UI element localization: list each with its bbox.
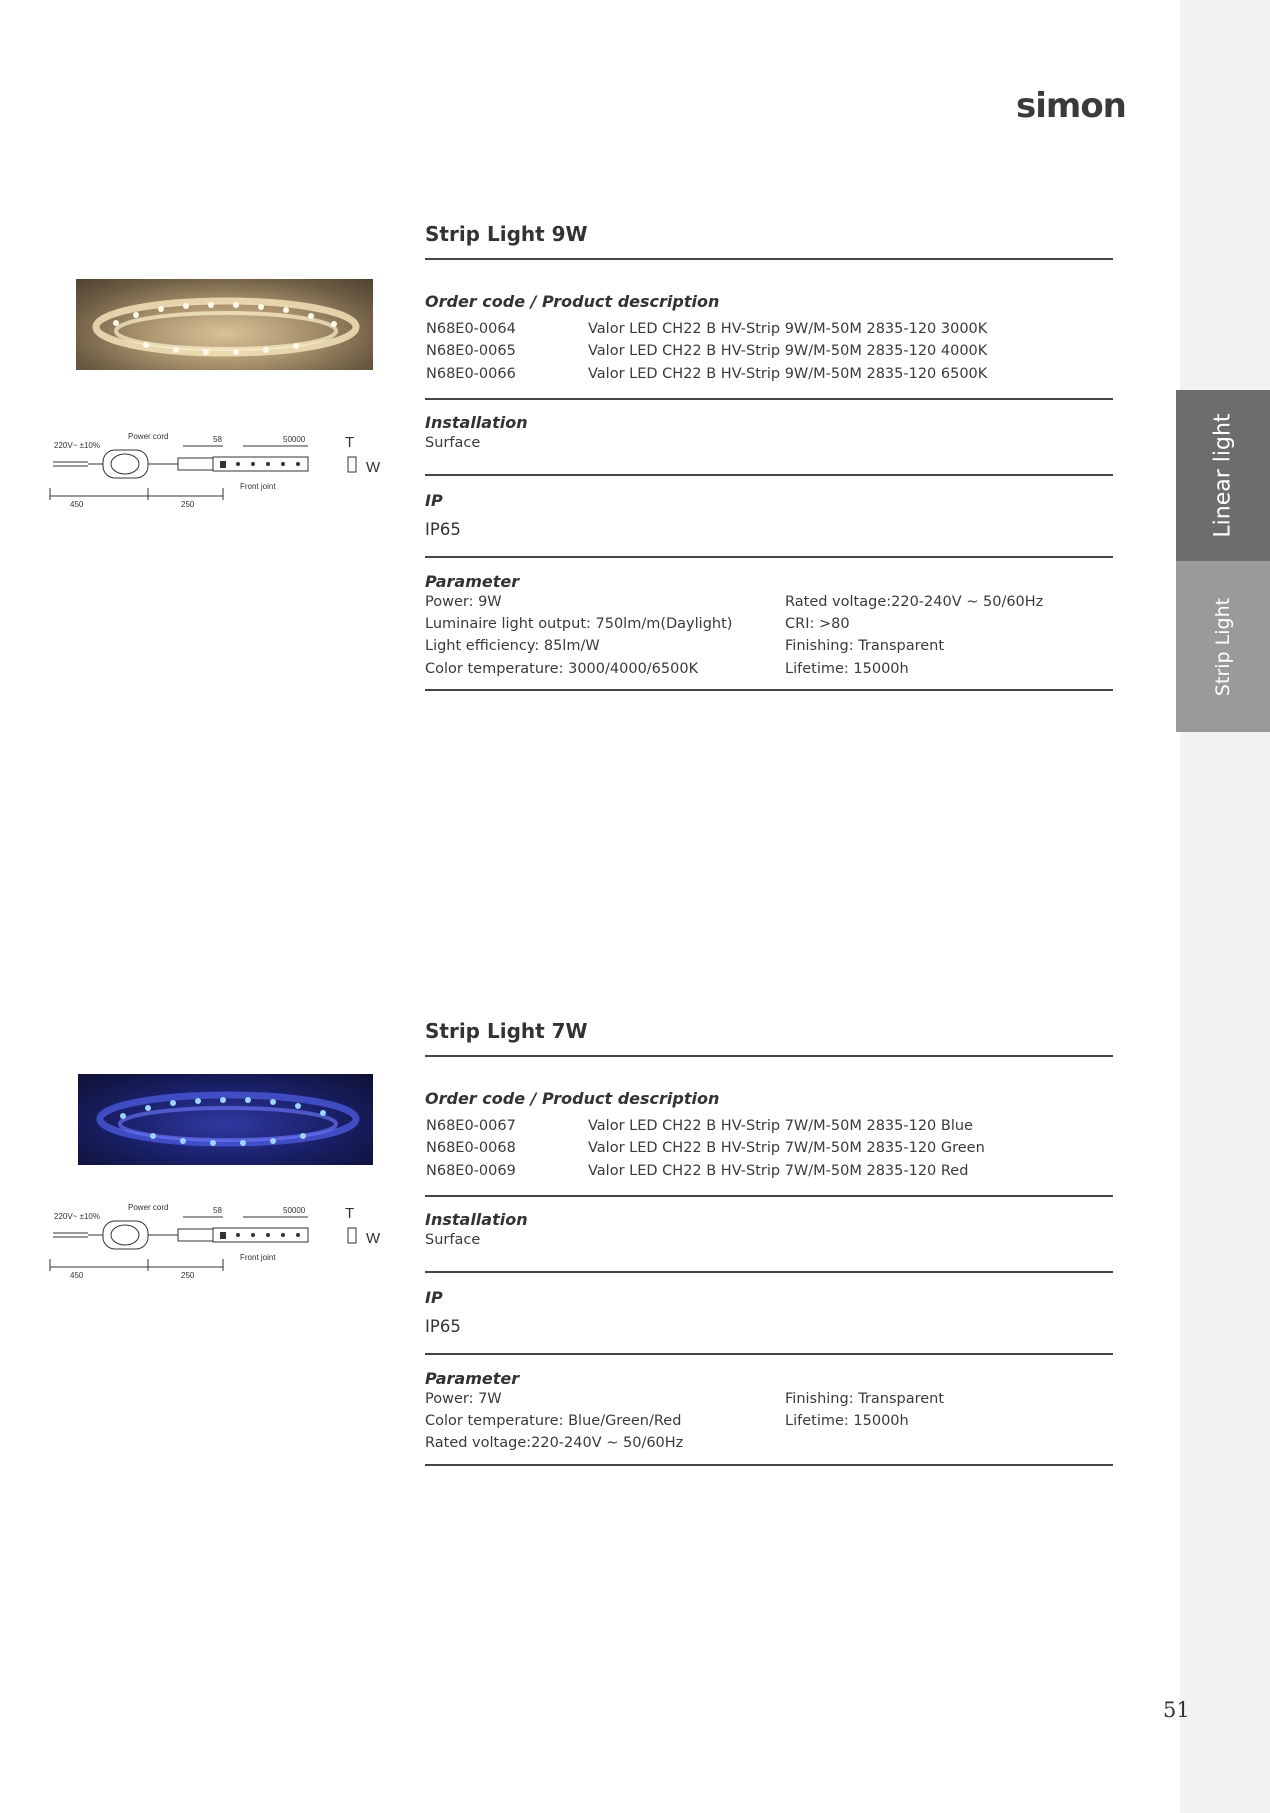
ip-value: IP65	[425, 1316, 461, 1336]
w-label: W	[366, 1230, 381, 1247]
t-label: T	[345, 1205, 355, 1222]
installation-value: Surface	[425, 435, 481, 452]
order-row	[425, 1115, 1113, 1137]
page-number: 51	[1163, 1698, 1190, 1722]
dim-250-label: 250	[181, 500, 195, 508]
parameter-item: Power: 7W	[425, 1390, 502, 1407]
order-desc: Valor LED CH22 B HV-Strip 7W/M-50M 2835-120 Green	[588, 1140, 985, 1157]
installation-label: Installation	[425, 1210, 528, 1230]
tab-linear-light[interactable]	[1176, 390, 1270, 561]
simon-logo: simon	[1016, 86, 1126, 126]
parameter-list	[425, 1388, 1113, 1455]
dim-450-label: 450	[70, 1271, 84, 1279]
parameter-item: Finishing: Transparent	[785, 1390, 945, 1407]
voltage-label: 220V~ ±10%	[54, 1212, 100, 1221]
parameter-list	[425, 591, 1113, 681]
order-desc: Valor LED CH22 B HV-Strip 9W/M-50M 2835-120 3000K	[588, 321, 988, 337]
ip-label: IP	[425, 490, 443, 510]
parameter-item: Finishing: Transparent	[785, 638, 945, 655]
product-block-9w	[425, 222, 1113, 691]
divider	[425, 1464, 1113, 1466]
order-row	[425, 1137, 1113, 1159]
front-joint-label: Front joint	[240, 1253, 276, 1262]
order-desc: Valor LED CH22 B HV-Strip 7W/M-50M 2835-120 Red	[588, 1162, 969, 1179]
order-row	[425, 1160, 1113, 1182]
dim-58-label: 58	[213, 435, 222, 444]
product-photo-blue-strip	[78, 1074, 373, 1165]
tab-strip-light-label: Strip Light	[1212, 597, 1234, 696]
parameter-item: Lifetime: 15000h	[785, 660, 909, 677]
order-code: N68E0-0065	[426, 343, 516, 360]
parameter-item: Rated voltage:220-240V ~ 50/60Hz	[425, 1435, 684, 1452]
parameter-item: Color temperature: 3000/4000/6500K	[425, 660, 699, 677]
product-title: Strip Light 7W	[425, 1019, 588, 1043]
product-photo-warm-strip	[76, 279, 373, 370]
dim-50000-label: 50000	[283, 1206, 306, 1215]
w-label: W	[366, 459, 381, 476]
order-label: Order code / Product description	[425, 292, 720, 311]
dim-58-label: 58	[213, 1206, 222, 1215]
ip-value: IP65	[425, 519, 461, 539]
order-desc: Valor LED CH22 B HV-Strip 9W/M-50M 2835-120 4000K	[588, 343, 988, 360]
divider	[425, 689, 1113, 691]
parameter-item: Lifetime: 15000h	[785, 1412, 909, 1429]
dim-250-label: 250	[181, 1271, 195, 1279]
order-code: N68E0-0067	[426, 1118, 516, 1134]
power-cord-label: Power cord	[128, 1203, 169, 1212]
parameter-item	[785, 1432, 1113, 1454]
parameter-label: Parameter	[425, 1368, 520, 1388]
order-row	[425, 363, 1113, 385]
order-row	[425, 340, 1113, 362]
dim-50000-label: 50000	[283, 435, 306, 444]
product-title: Strip Light 9W	[425, 222, 588, 246]
ip-label: IP	[425, 1287, 443, 1307]
order-desc: Valor LED CH22 B HV-Strip 9W/M-50M 2835-120 6500K	[588, 365, 988, 382]
order-desc: Valor LED CH22 B HV-Strip 7W/M-50M 2835-120 Blue	[588, 1118, 973, 1134]
tab-linear-light-label: Linear light	[1210, 413, 1236, 538]
order-code: N68E0-0068	[426, 1140, 516, 1157]
tab-strip-light[interactable]	[1176, 561, 1270, 732]
parameter-item: Rated voltage:220-240V ~ 50/60Hz	[785, 593, 1044, 610]
product-block-7w	[425, 1019, 1113, 1466]
front-joint-label: Front joint	[240, 482, 276, 491]
dim-450-label: 450	[70, 500, 84, 508]
power-cord-label: Power cord	[128, 432, 169, 441]
parameter-item: Luminaire light output: 750lm/m(Daylight)	[425, 615, 733, 632]
parameter-label: Parameter	[425, 571, 520, 591]
parameter-item: CRI: >80	[785, 615, 850, 632]
order-code: N68E0-0069	[426, 1162, 516, 1179]
parameter-item: Color temperature: Blue/Green/Red	[425, 1412, 682, 1429]
installation-label: Installation	[425, 413, 528, 433]
order-label: Order code / Product description	[425, 1089, 720, 1108]
parameter-item: Light efficiency: 85lm/W	[425, 638, 600, 655]
order-code: N68E0-0066	[426, 365, 516, 382]
t-label: T	[345, 434, 355, 451]
installation-value: Surface	[425, 1232, 481, 1249]
right-margin-strip	[1180, 0, 1270, 1813]
parameter-item: Power: 9W	[425, 593, 502, 610]
dimension-drawing-9w	[48, 428, 388, 508]
order-row	[425, 318, 1113, 340]
voltage-label: 220V~ ±10%	[54, 441, 100, 450]
order-code: N68E0-0064	[426, 321, 516, 337]
dimension-drawing-7w	[48, 1199, 388, 1279]
